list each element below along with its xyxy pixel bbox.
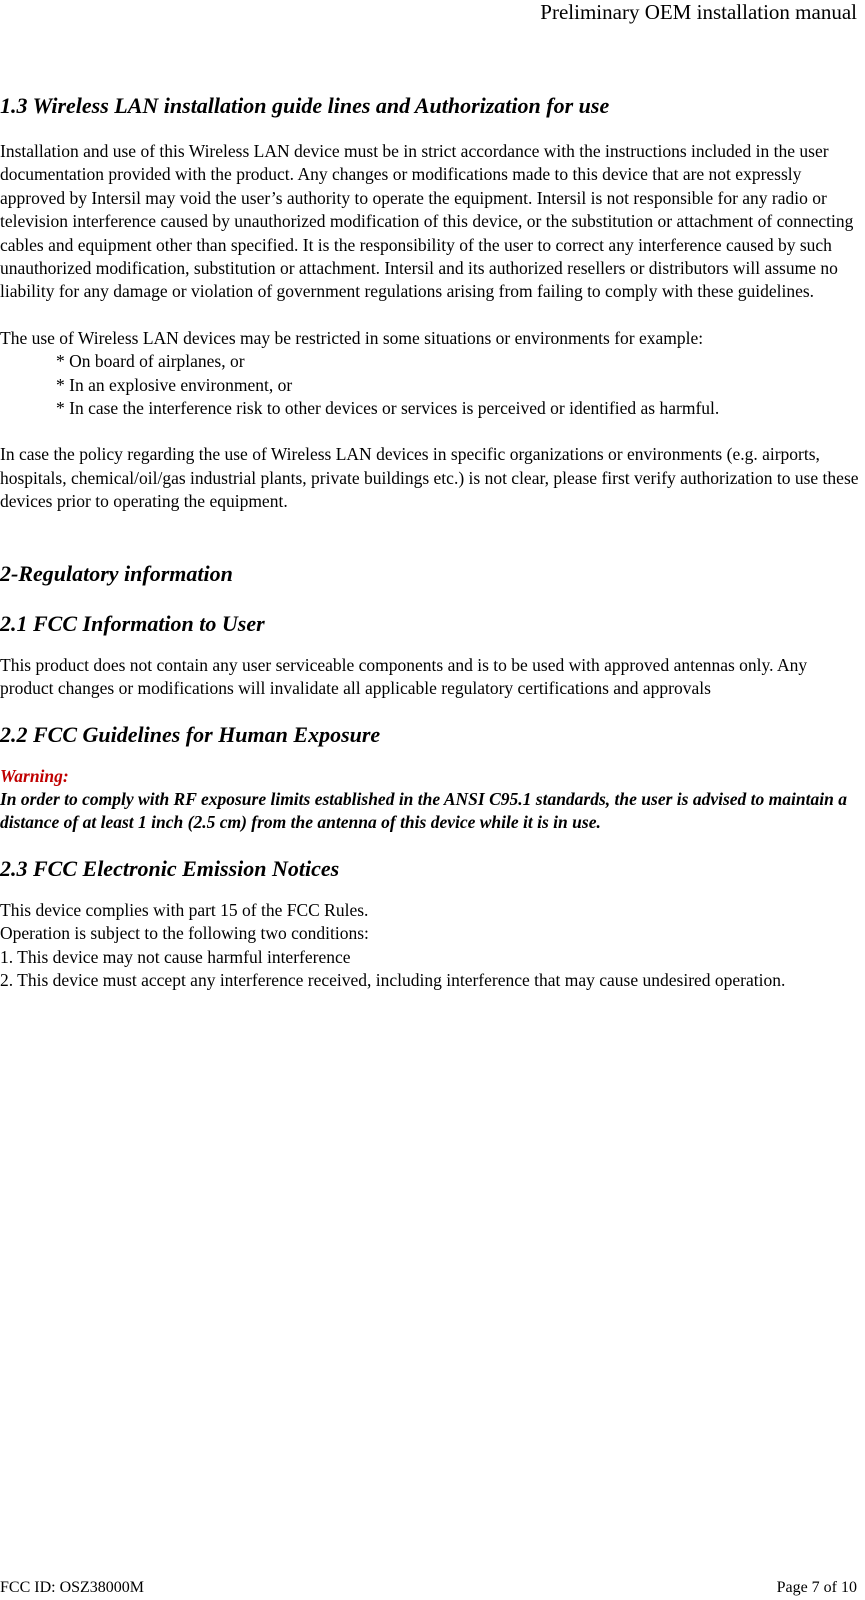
section-2-1-title: 2.1 FCC Information to User: [0, 610, 265, 636]
list-item: * In an explosive environment, or: [56, 374, 293, 395]
list-item: * On board of airplanes, or: [56, 351, 245, 372]
warning-text: In order to comply with RF exposure limits established in the ANSI C95.1 standards, the user is advised to maintain a distance of at least 1 inch (2.5 cm) from the antenna of this device while it is in use.: [0, 788, 847, 833]
emission-line: Operation is subject to the following two conditions:: [0, 923, 369, 944]
emission-line: This device complies with part 15 of the FCC Rules.: [0, 899, 369, 920]
document-body: [0, 92, 862, 992]
section-1-3-paragraph-3: In case the policy regarding the use of Wireless LAN devices in specific organizations or environments (e.g. airports, hospitals, chemical/oil/gas industrial plants, private buildings etc.) is not clear, please first verify authorization to use these devices prior to operating the equipment.: [0, 444, 859, 512]
warning-label: Warning:: [0, 765, 69, 786]
list-item: * In case the interference risk to other devices or services is perceived or identified as harmful.: [56, 398, 720, 419]
section-2-1-paragraph: This product does not contain any user serviceable components and is to be used with approved antennas only. Any product changes or modifications will invalidate all applicable regulatory certifications and approvals: [0, 654, 808, 699]
section-1-3-paragraph-1: Installation and use of this Wireless LAN device must be in strict accordance with the instructions included in the user documentation provided with the product. Any changes or modifications made to this device that are not expressly approved by Intersil may void the user’s authority to operate the equipment. Intersil is not responsible for any radio or television interference caused by unauthorized modification of this device, or the substitution or attachment of connecting cables and equipment other than specified. It is the responsibility of the user to correct any interference caused by such unauthorized modification, substitution or attachment. Intersil and its authorized resellers or distributors will assume no liability for any damage or violation of government regulations arising from failing to comply with these guidelines.: [0, 141, 854, 302]
emission-line: 1. This device may not cause harmful interference: [0, 946, 351, 967]
chapter-2-title: 2-Regulatory information: [0, 560, 233, 586]
section-2-2-title: 2.2 FCC Guidelines for Human Exposure: [0, 721, 381, 747]
running-header-title: Preliminary OEM installation manual: [540, 0, 857, 24]
section-1-3-paragraph-2: The use of Wireless LAN devices may be restricted in some situations or environments for example:: [0, 327, 704, 348]
restriction-list: [0, 350, 862, 420]
page-number: Page 7 of 10: [776, 1579, 857, 1596]
fcc-id: FCC ID: OSZ38000M: [0, 1579, 145, 1596]
section-2-3-title: 2.3 FCC Electronic Emission Notices: [0, 855, 340, 881]
section-1-3-title: 1.3 Wireless LAN installation guide lines and Authorization for use: [0, 93, 610, 118]
emission-line: 2. This device must accept any interference received, including interference that may cause undesired operation.: [0, 969, 786, 990]
